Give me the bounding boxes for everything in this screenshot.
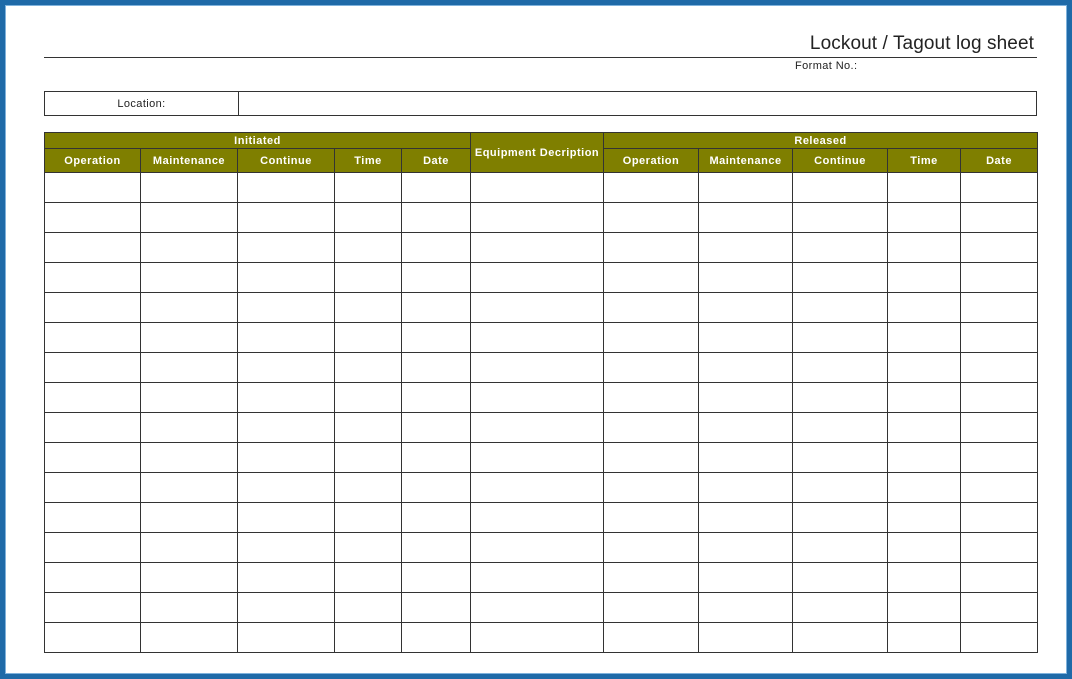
initiated-time-cell[interactable] <box>335 473 402 503</box>
released-maintenance-header: Maintenance <box>699 149 793 173</box>
initiated-operation-cell[interactable] <box>45 173 141 203</box>
initiated-date-cell[interactable] <box>402 383 471 413</box>
released-operation-cell[interactable] <box>604 383 699 413</box>
equipment-description-cell[interactable] <box>471 353 604 383</box>
log-table-body <box>45 173 1038 653</box>
initiated-maintenance-cell[interactable] <box>141 293 238 323</box>
released-operation-cell[interactable] <box>604 173 699 203</box>
released-time-cell[interactable] <box>888 323 961 353</box>
table-row <box>45 203 1038 233</box>
initiated-date-cell[interactable] <box>402 263 471 293</box>
released-operation-cell[interactable] <box>604 413 699 443</box>
log-table <box>44 132 1038 653</box>
initiated-operation-cell[interactable] <box>45 503 141 533</box>
equipment-description-header: Equipment Decription <box>471 133 604 173</box>
initiated-date-cell[interactable] <box>402 353 471 383</box>
initiated-time-cell[interactable] <box>335 263 402 293</box>
released-operation-cell[interactable] <box>604 443 699 473</box>
initiated-maintenance-cell[interactable] <box>141 203 238 233</box>
initiated-continue-cell[interactable] <box>238 593 335 623</box>
equipment-description-cell[interactable] <box>471 293 604 323</box>
released-date-cell[interactable] <box>961 413 1038 443</box>
released-time-cell[interactable] <box>888 623 961 653</box>
released-time-cell[interactable] <box>888 353 961 383</box>
initiated-continue-cell[interactable] <box>238 413 335 443</box>
released-continue-cell[interactable] <box>793 293 888 323</box>
initiated-operation-cell[interactable] <box>45 383 141 413</box>
initiated-continue-cell[interactable] <box>238 563 335 593</box>
released-operation-cell[interactable] <box>604 473 699 503</box>
initiated-date-header: Date <box>402 149 471 173</box>
title-divider <box>44 57 1037 58</box>
location-field[interactable] <box>239 92 1037 116</box>
released-operation-cell[interactable] <box>604 293 699 323</box>
released-operation-header: Operation <box>604 149 699 173</box>
released-continue-header: Continue <box>793 149 888 173</box>
table-row <box>45 563 1038 593</box>
initiated-operation-cell[interactable] <box>45 263 141 293</box>
initiated-date-cell[interactable] <box>402 593 471 623</box>
table-row <box>45 473 1038 503</box>
initiated-continue-cell[interactable] <box>238 383 335 413</box>
released-time-cell[interactable] <box>888 593 961 623</box>
released-maintenance-cell[interactable] <box>699 443 793 473</box>
released-continue-cell[interactable] <box>793 383 888 413</box>
equipment-description-cell[interactable] <box>471 203 604 233</box>
table-row <box>45 173 1038 203</box>
released-maintenance-cell[interactable] <box>699 233 793 263</box>
released-date-cell[interactable] <box>961 263 1038 293</box>
table-row <box>45 503 1038 533</box>
initiated-operation-header: Operation <box>45 149 141 173</box>
released-maintenance-cell[interactable] <box>699 323 793 353</box>
released-continue-cell[interactable] <box>793 443 888 473</box>
initiated-time-cell[interactable] <box>335 443 402 473</box>
initiated-time-cell[interactable] <box>335 593 402 623</box>
equipment-description-cell[interactable] <box>471 383 604 413</box>
released-operation-cell[interactable] <box>604 623 699 653</box>
released-maintenance-cell[interactable] <box>699 383 793 413</box>
released-group-header: Released <box>604 133 1038 149</box>
table-row <box>45 323 1038 353</box>
released-maintenance-cell[interactable] <box>699 473 793 503</box>
initiated-date-cell[interactable] <box>402 233 471 263</box>
released-maintenance-cell[interactable] <box>699 533 793 563</box>
equipment-description-cell[interactable] <box>471 263 604 293</box>
equipment-description-cell[interactable] <box>471 233 604 263</box>
released-continue-cell[interactable] <box>793 413 888 443</box>
initiated-date-cell[interactable] <box>402 473 471 503</box>
released-continue-cell[interactable] <box>793 533 888 563</box>
initiated-continue-cell[interactable] <box>238 503 335 533</box>
initiated-maintenance-cell[interactable] <box>141 263 238 293</box>
initiated-maintenance-cell[interactable] <box>141 623 238 653</box>
table-row <box>45 383 1038 413</box>
released-operation-cell[interactable] <box>604 233 699 263</box>
initiated-continue-header: Continue <box>238 149 335 173</box>
released-maintenance-cell[interactable] <box>699 203 793 233</box>
initiated-date-cell[interactable] <box>402 623 471 653</box>
initiated-date-cell[interactable] <box>402 203 471 233</box>
initiated-date-cell[interactable] <box>402 563 471 593</box>
initiated-continue-cell[interactable] <box>238 203 335 233</box>
initiated-group-header: Initiated <box>45 133 471 149</box>
initiated-date-cell[interactable] <box>402 533 471 563</box>
released-date-cell[interactable] <box>961 443 1038 473</box>
initiated-continue-cell[interactable] <box>238 353 335 383</box>
released-time-cell[interactable] <box>888 443 961 473</box>
released-maintenance-cell[interactable] <box>699 263 793 293</box>
released-date-cell[interactable] <box>961 623 1038 653</box>
released-time-cell[interactable] <box>888 533 961 563</box>
released-maintenance-cell[interactable] <box>699 293 793 323</box>
initiated-time-cell[interactable] <box>335 383 402 413</box>
initiated-time-header: Time <box>335 149 402 173</box>
initiated-maintenance-cell[interactable] <box>141 443 238 473</box>
initiated-maintenance-cell[interactable] <box>141 323 238 353</box>
initiated-maintenance-cell[interactable] <box>141 353 238 383</box>
released-continue-cell[interactable] <box>793 563 888 593</box>
table-row <box>45 593 1038 623</box>
initiated-time-cell[interactable] <box>335 233 402 263</box>
released-date-cell[interactable] <box>961 203 1038 233</box>
released-maintenance-cell[interactable] <box>699 173 793 203</box>
released-time-cell[interactable] <box>888 473 961 503</box>
initiated-continue-cell[interactable] <box>238 443 335 473</box>
initiated-maintenance-cell[interactable] <box>141 473 238 503</box>
released-continue-cell[interactable] <box>793 263 888 293</box>
initiated-continue-cell[interactable] <box>238 233 335 263</box>
released-time-cell[interactable] <box>888 173 961 203</box>
initiated-operation-cell[interactable] <box>45 293 141 323</box>
initiated-maintenance-cell[interactable] <box>141 413 238 443</box>
table-row <box>45 443 1038 473</box>
initiated-time-cell[interactable] <box>335 413 402 443</box>
released-continue-cell[interactable] <box>793 473 888 503</box>
released-date-cell[interactable] <box>961 353 1038 383</box>
table-row <box>45 263 1038 293</box>
initiated-operation-cell[interactable] <box>45 443 141 473</box>
released-continue-cell[interactable] <box>793 593 888 623</box>
released-operation-cell[interactable] <box>604 263 699 293</box>
released-maintenance-cell[interactable] <box>699 503 793 533</box>
initiated-time-cell[interactable] <box>335 533 402 563</box>
released-continue-cell[interactable] <box>793 323 888 353</box>
released-date-cell[interactable] <box>961 233 1038 263</box>
initiated-continue-cell[interactable] <box>238 323 335 353</box>
released-operation-cell[interactable] <box>604 503 699 533</box>
initiated-operation-cell[interactable] <box>45 233 141 263</box>
equipment-description-cell[interactable] <box>471 323 604 353</box>
released-continue-cell[interactable] <box>793 353 888 383</box>
released-date-cell[interactable] <box>961 383 1038 413</box>
released-date-cell[interactable] <box>961 473 1038 503</box>
released-continue-cell[interactable] <box>793 203 888 233</box>
released-date-cell[interactable] <box>961 323 1038 353</box>
equipment-description-cell[interactable] <box>471 473 604 503</box>
table-row <box>45 533 1038 563</box>
released-operation-cell[interactable] <box>604 353 699 383</box>
initiated-maintenance-cell[interactable] <box>141 233 238 263</box>
released-operation-cell[interactable] <box>604 563 699 593</box>
released-maintenance-cell[interactable] <box>699 563 793 593</box>
released-time-cell[interactable] <box>888 503 961 533</box>
initiated-operation-cell[interactable] <box>45 623 141 653</box>
released-time-cell[interactable] <box>888 563 961 593</box>
page-title: Lockout / Tagout log sheet <box>809 33 1034 54</box>
released-continue-cell[interactable] <box>793 623 888 653</box>
initiated-operation-cell[interactable] <box>45 413 141 443</box>
initiated-maintenance-cell[interactable] <box>141 173 238 203</box>
released-time-cell[interactable] <box>888 233 961 263</box>
initiated-maintenance-cell[interactable] <box>141 503 238 533</box>
released-date-cell[interactable] <box>961 173 1038 203</box>
initiated-continue-cell[interactable] <box>238 473 335 503</box>
initiated-operation-cell[interactable] <box>45 473 141 503</box>
initiated-date-cell[interactable] <box>402 503 471 533</box>
released-date-header: Date <box>961 149 1038 173</box>
table-row <box>45 233 1038 263</box>
initiated-operation-cell[interactable] <box>45 563 141 593</box>
location-table <box>44 91 1037 116</box>
location-label: Location: <box>45 92 239 116</box>
initiated-time-cell[interactable] <box>335 503 402 533</box>
initiated-maintenance-cell[interactable] <box>141 593 238 623</box>
released-operation-cell[interactable] <box>604 323 699 353</box>
released-time-cell[interactable] <box>888 383 961 413</box>
released-maintenance-cell[interactable] <box>699 623 793 653</box>
initiated-continue-cell[interactable] <box>238 293 335 323</box>
initiated-date-cell[interactable] <box>402 443 471 473</box>
table-row <box>45 353 1038 383</box>
format-no-label: Format No.: <box>795 60 858 72</box>
released-continue-cell[interactable] <box>793 173 888 203</box>
initiated-time-cell[interactable] <box>335 203 402 233</box>
initiated-date-cell[interactable] <box>402 413 471 443</box>
released-date-cell[interactable] <box>961 503 1038 533</box>
released-maintenance-cell[interactable] <box>699 413 793 443</box>
initiated-operation-cell[interactable] <box>45 353 141 383</box>
released-operation-cell[interactable] <box>604 593 699 623</box>
initiated-continue-cell[interactable] <box>238 173 335 203</box>
equipment-description-cell[interactable] <box>471 413 604 443</box>
initiated-maintenance-cell[interactable] <box>141 533 238 563</box>
equipment-description-cell[interactable] <box>471 563 604 593</box>
released-continue-cell[interactable] <box>793 233 888 263</box>
released-continue-cell[interactable] <box>793 503 888 533</box>
released-date-cell[interactable] <box>961 563 1038 593</box>
initiated-operation-cell[interactable] <box>45 323 141 353</box>
released-date-cell[interactable] <box>961 593 1038 623</box>
equipment-description-cell[interactable] <box>471 533 604 563</box>
released-time-header: Time <box>888 149 961 173</box>
released-operation-cell[interactable] <box>604 533 699 563</box>
equipment-description-cell[interactable] <box>471 593 604 623</box>
initiated-maintenance-cell[interactable] <box>141 383 238 413</box>
table-row <box>45 413 1038 443</box>
initiated-time-cell[interactable] <box>335 623 402 653</box>
equipment-description-cell[interactable] <box>471 443 604 473</box>
initiated-maintenance-header: Maintenance <box>141 149 238 173</box>
initiated-time-cell[interactable] <box>335 323 402 353</box>
released-operation-cell[interactable] <box>604 203 699 233</box>
released-time-cell[interactable] <box>888 413 961 443</box>
released-time-cell[interactable] <box>888 293 961 323</box>
released-time-cell[interactable] <box>888 263 961 293</box>
table-row <box>45 623 1038 653</box>
initiated-date-cell[interactable] <box>402 293 471 323</box>
initiated-time-cell[interactable] <box>335 173 402 203</box>
initiated-operation-cell[interactable] <box>45 533 141 563</box>
initiated-time-cell[interactable] <box>335 353 402 383</box>
initiated-date-cell[interactable] <box>402 173 471 203</box>
released-time-cell[interactable] <box>888 203 961 233</box>
equipment-description-cell[interactable] <box>471 503 604 533</box>
table-row <box>45 293 1038 323</box>
released-maintenance-cell[interactable] <box>699 353 793 383</box>
initiated-continue-cell[interactable] <box>238 623 335 653</box>
initiated-continue-cell[interactable] <box>238 533 335 563</box>
initiated-date-cell[interactable] <box>402 323 471 353</box>
released-date-cell[interactable] <box>961 533 1038 563</box>
initiated-continue-cell[interactable] <box>238 263 335 293</box>
equipment-description-cell[interactable] <box>471 623 604 653</box>
released-maintenance-cell[interactable] <box>699 593 793 623</box>
initiated-operation-cell[interactable] <box>45 593 141 623</box>
initiated-time-cell[interactable] <box>335 563 402 593</box>
initiated-maintenance-cell[interactable] <box>141 563 238 593</box>
initiated-time-cell[interactable] <box>335 293 402 323</box>
released-date-cell[interactable] <box>961 293 1038 323</box>
equipment-description-cell[interactable] <box>471 173 604 203</box>
initiated-operation-cell[interactable] <box>45 203 141 233</box>
